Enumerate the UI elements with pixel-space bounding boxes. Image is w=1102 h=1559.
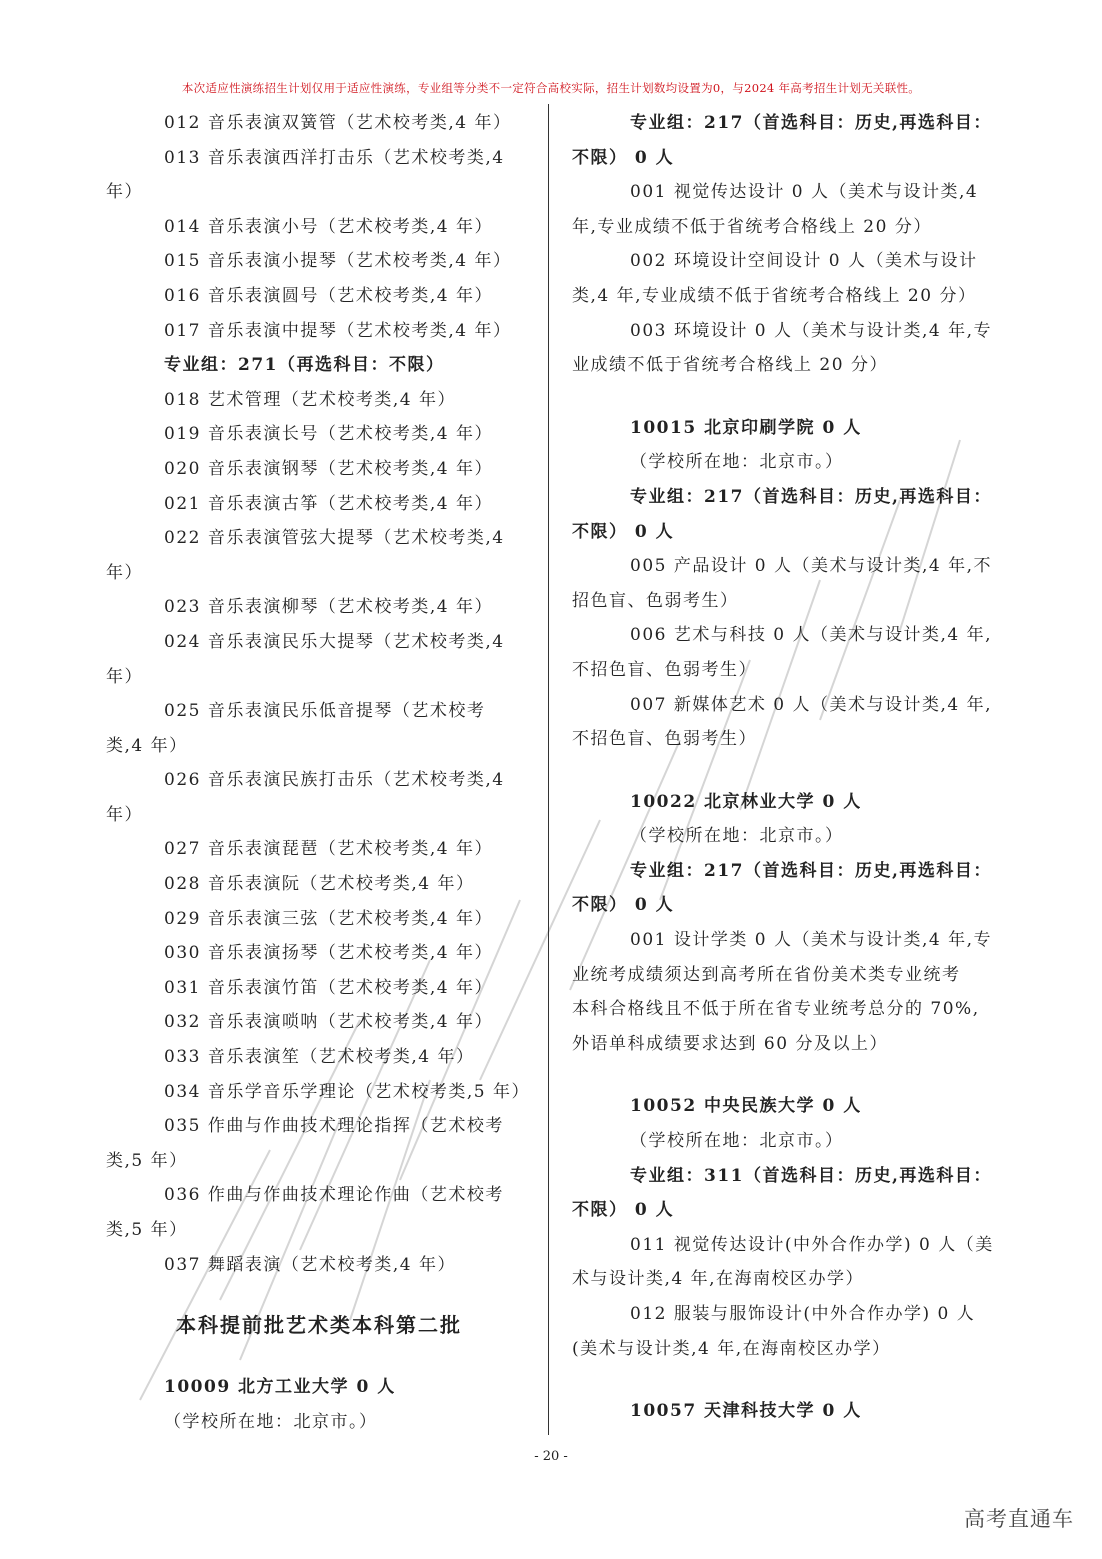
major-item: 003 环境设计 0 人（美术与设计类,4 年,专 xyxy=(630,320,993,341)
major-group-header: 专业组：217（首选科目：历史,再选科目： xyxy=(630,113,992,133)
block-gap xyxy=(572,1366,1002,1394)
school-location: （学校所在地：北京市。） xyxy=(630,1131,844,1152)
major-item: 027 音乐表演琵琶（艺术校考类,4 年） xyxy=(164,839,493,860)
major-item: 034 音乐学音乐学理论（艺术校考类,5 年） xyxy=(164,1081,530,1102)
major-item-continuation: 年） xyxy=(106,804,143,825)
major-item: 022 音乐表演管弦大提琴（艺术校考类,4 xyxy=(164,528,505,549)
major-group-header: 专业组：217（首选科目：历史,再选科目： xyxy=(630,486,992,507)
major-item-continuation: 招色盲、色弱考生） xyxy=(572,590,739,611)
major-item: 036 作曲与作曲技术理论作曲（艺术校考 xyxy=(164,1185,504,1206)
column-divider xyxy=(548,104,549,1435)
major-group-header-continuation: 不限） 0 人 xyxy=(572,895,675,916)
major-item: 012 音乐表演双簧管（艺术校考类,4 年） xyxy=(164,113,512,133)
major-item-continuation: 不招色盲、色弱考生） xyxy=(572,729,757,750)
major-item: 012 服装与服饰设计(中外合作办学) 0 人 xyxy=(630,1304,976,1324)
major-item: 017 音乐表演中提琴（艺术校考类,4 年） xyxy=(164,320,512,341)
major-item: 013 音乐表演西洋打击乐（艺术校考类,4 xyxy=(164,147,505,168)
school-heading: 10009 北方工业大学 0 人 xyxy=(164,1377,396,1398)
major-item: 014 音乐表演小号（艺术校考类,4 年） xyxy=(164,216,493,237)
major-item-continuation: 业成绩不低于省统考合格线上 20 分） xyxy=(572,355,888,376)
school-heading: 10052 中央民族大学 0 人 xyxy=(630,1096,862,1117)
major-item-continuation: (美术与设计类,4 年,在海南校区办学） xyxy=(572,1338,891,1359)
major-item: 011 视觉传达设计(中外合作办学) 0 人（美 xyxy=(630,1234,994,1255)
major-item: 001 视觉传达设计 0 人（美术与设计类,4 xyxy=(630,182,979,203)
major-item: 031 音乐表演竹笛（艺术校考类,4 年） xyxy=(164,977,493,998)
major-item: 015 音乐表演小提琴（艺术校考类,4 年） xyxy=(164,251,512,272)
major-item: 018 艺术管理（艺术校考类,4 年） xyxy=(164,389,456,410)
school-location: （学校所在地：北京市。） xyxy=(630,452,844,473)
major-item-continuation: 年） xyxy=(106,666,143,687)
major-item: 025 音乐表演民乐低音提琴（艺术校考 xyxy=(164,701,486,722)
major-item: 020 音乐表演钢琴（艺术校考类,4 年） xyxy=(164,458,493,479)
major-item-continuation: 术与设计类,4 年,在海南校区办学） xyxy=(572,1269,865,1290)
major-group-header-continuation: 不限） 0 人 xyxy=(572,521,675,542)
major-item: 023 音乐表演柳琴（艺术校考类,4 年） xyxy=(164,597,493,618)
major-item: 001 设计学类 0 人（美术与设计类,4 年,专 xyxy=(630,930,993,951)
major-group-header: 专业组：271（再选科目：不限） xyxy=(164,355,445,376)
footer-brand: 高考直通车 xyxy=(964,1507,1074,1531)
block-gap xyxy=(572,757,1002,785)
major-item: 019 音乐表演长号（艺术校考类,4 年） xyxy=(164,424,493,445)
major-item: 021 音乐表演古筝（艺术校考类,4 年） xyxy=(164,493,493,514)
major-group-header: 专业组：217（首选科目：历史,再选科目： xyxy=(630,860,992,881)
major-item-continuation: 业统考成绩须达到高考所在省份美术类专业统考 xyxy=(572,964,961,985)
batch-heading: 本科提前批艺术类本科第二批 xyxy=(176,1313,462,1338)
major-item-continuation: 年） xyxy=(106,182,143,203)
major-item-continuation: 类,4 年） xyxy=(106,735,188,756)
major-item-continuation: 不招色盲、色弱考生） xyxy=(572,659,757,680)
major-item: 033 音乐表演笙（艺术校考类,4 年） xyxy=(164,1047,475,1068)
school-heading: 10015 北京印刷学院 0 人 xyxy=(630,417,862,438)
page-number: - 20 - xyxy=(534,1449,568,1464)
major-item-continuation: 类,5 年） xyxy=(106,1220,188,1240)
right-column xyxy=(572,106,1002,1429)
left-column xyxy=(106,106,536,1439)
major-item: 030 音乐表演扬琴（艺术校考类,4 年） xyxy=(164,943,493,964)
school-location: （学校所在地：北京市。） xyxy=(630,826,844,847)
major-item: 037 舞蹈表演（艺术校考类,4 年） xyxy=(164,1254,456,1275)
major-group-header-continuation: 不限） 0 人 xyxy=(572,147,675,168)
major-item: 026 音乐表演民族打击乐（艺术校考类,4 xyxy=(164,770,505,791)
major-item-continuation: 年） xyxy=(106,562,143,583)
school-heading: 10057 天津科技大学 0 人 xyxy=(630,1401,862,1422)
major-item: 028 音乐表演阮（艺术校考类,4 年） xyxy=(164,874,475,895)
major-item: 002 环境设计空间设计 0 人（美术与设计 xyxy=(630,251,978,272)
major-group-header: 专业组：311（首选科目：历史,再选科目： xyxy=(630,1165,992,1186)
major-item: 032 音乐表演唢呐（艺术校考类,4 年） xyxy=(164,1012,493,1033)
major-item: 007 新媒体艺术 0 人（美术与设计类,4 年, xyxy=(630,694,993,715)
major-item: 005 产品设计 0 人（美术与设计类,4 年,不 xyxy=(630,556,993,577)
exercise-notice: 本次适应性演练招生计划仅用于适应性演练，专业组等分类不一定符合高校实际，招生计划数均设置为0，与2024 年高考招生计划无关联性。 xyxy=(181,81,921,95)
major-item-continuation: 类,5 年） xyxy=(106,1150,188,1171)
block-gap xyxy=(572,1061,1002,1089)
major-item-continuation: 本科合格线且不低于所在省专业统考总分的 70%, xyxy=(572,999,980,1020)
major-item-continuation: 类,4 年,专业成绩不低于省统考合格线上 20 分） xyxy=(572,285,977,306)
major-item: 029 音乐表演三弦（艺术校考类,4 年） xyxy=(164,908,493,929)
major-item: 035 作曲与作曲技术理论指挥（艺术校考 xyxy=(164,1116,504,1137)
major-item-continuation: 年,专业成绩不低于省统考合格线上 20 分） xyxy=(572,216,932,237)
school-location: （学校所在地：北京市。） xyxy=(164,1411,378,1432)
major-item: 016 音乐表演圆号（艺术校考类,4 年） xyxy=(164,285,493,306)
major-item-continuation: 外语单科成绩要求达到 60 分及以上） xyxy=(572,1033,888,1054)
major-item: 024 音乐表演民乐大提琴（艺术校考类,4 xyxy=(164,631,505,652)
major-item: 006 艺术与科技 0 人（美术与设计类,4 年, xyxy=(630,625,993,646)
school-heading: 10022 北京林业大学 0 人 xyxy=(630,791,862,812)
block-gap xyxy=(572,383,1002,411)
major-group-header-continuation: 不限） 0 人 xyxy=(572,1200,675,1221)
